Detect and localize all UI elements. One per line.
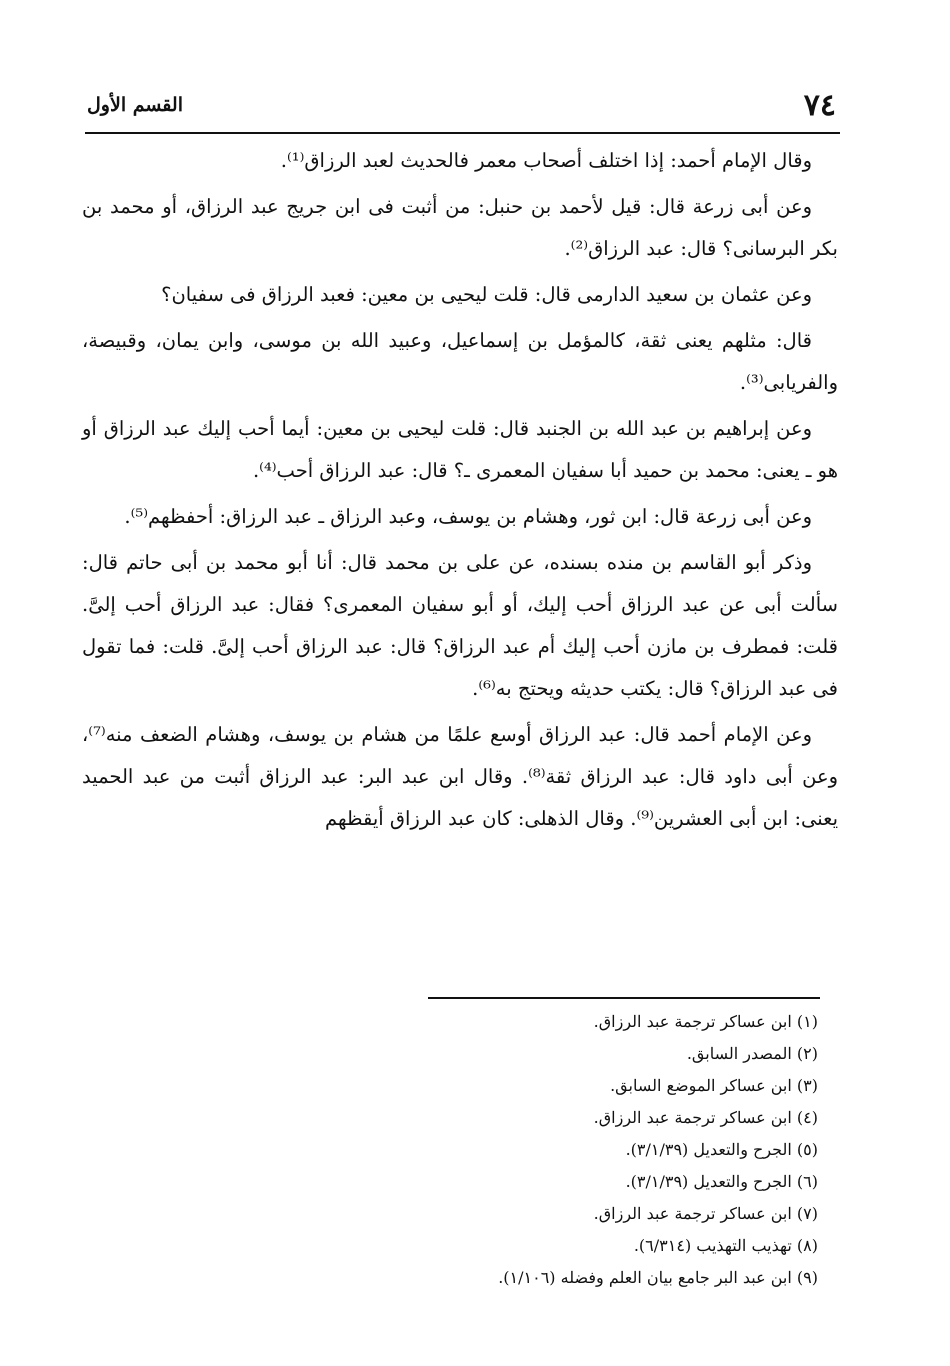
- running-title: القسم الأول: [87, 94, 183, 116]
- paragraph: وعن إبراهيم بن عبد الله بن الجنبد قال: قلت ليحيى بن معين: أيما أحب إليك عبد الرزاق أو هو ـ يعنى: محمد بن حميد أبا سفيان المعمرى ـ؟ قال: عبد الرزاق أحب⁽⁴⁾.: [82, 417, 838, 482]
- paragraph: وذكر أبو القاسم بن منده بسنده، عن على بن محمد قال: أنا أبو محمد بن أبى حاتم قال: سألت أبى عن عبد الرزاق أحب إليك، أو أبو سفيان المعمرى؟ فقال: عبد الرزاق أحب إلىَّ. قلت: فمطرف بن مازن أحب إليك أم عبد الرزاق؟ قال: عبد الرزاق أحب إلىَّ. قلت: فما تقول فى عبد الرزاق؟ قال: يكتب حديثه ويحتج به⁽⁶⁾.: [82, 551, 838, 700]
- footnote: (١) ابن عساكر ترجمة عبد الرزاق.: [593, 1012, 818, 1031]
- footnote: (٣) ابن عساكر الموضع السابق.: [610, 1076, 818, 1095]
- paragraph: وعن أبى زرعة قال: قيل لأحمد بن حنبل: من أثبت فى ابن جريج عبد الرزاق، أو محمد بن بكر البرسانى؟ قال: عبد الرزاق⁽²⁾.: [82, 195, 838, 260]
- footnote-divider: [428, 997, 820, 999]
- paragraph: وعن أبى زرعة قال: ابن ثور، وهشام بن يوسف، وعبد الرزاق ـ عبد الرزاق: أحفظهم⁽⁵⁾.: [124, 505, 812, 528]
- footnote: (٩) ابن عبد البر جامع بيان العلم وفضله (١/١٠٦).: [498, 1268, 818, 1287]
- paragraph: وقال الإمام أحمد: إذا اختلف أصحاب معمر فالحديث لعبد الرزاق⁽¹⁾.: [280, 149, 812, 172]
- footnote: (٤) ابن عساكر ترجمة عبد الرزاق.: [593, 1108, 818, 1127]
- paragraph: قال: مثلهم يعنى ثقة، كالمؤمل بن إسماعيل، وعبيد الله بن موسى، وابن يمان، وقبيصة، والفريابى⁽³⁾.: [82, 329, 838, 394]
- paragraph: وعن الإمام أحمد قال: عبد الرزاق أوسع علمًا من هشام بن يوسف، وهشام الضعف منه⁽⁷⁾، وعن أبى داود قال: عبد الرزاق ثقة⁽⁸⁾. وقال ابن عبد البر: عبد الرزاق أثبت من عبد الحميد يعنى: ابن أبى العشرين⁽⁹⁾. وقال الذهلى: كان عبد الرزاق أيقظهم: [82, 723, 838, 830]
- footnote: (٢) المصدر السابق.: [686, 1044, 818, 1063]
- body-text: [82, 140, 838, 844]
- footnotes: [300, 1006, 818, 1294]
- footnote: (٧) ابن عساكر ترجمة عبد الرزاق.: [593, 1204, 818, 1223]
- page-header: [85, 88, 840, 134]
- page-number: ٧٤: [803, 88, 836, 123]
- footnote: (٨) تهذيب التهذيب (٦/٣١٤).: [633, 1236, 818, 1255]
- footnote: (٥) الجرح والتعديل (٣/١/٣٩).: [625, 1140, 818, 1159]
- paragraph: وعن عثمان بن سعيد الدارمى قال: قلت ليحيى بن معين: فعبد الرزاق فى سفيان؟: [161, 283, 812, 306]
- footnote: (٦) الجرح والتعديل (٣/١/٣٩).: [625, 1172, 818, 1191]
